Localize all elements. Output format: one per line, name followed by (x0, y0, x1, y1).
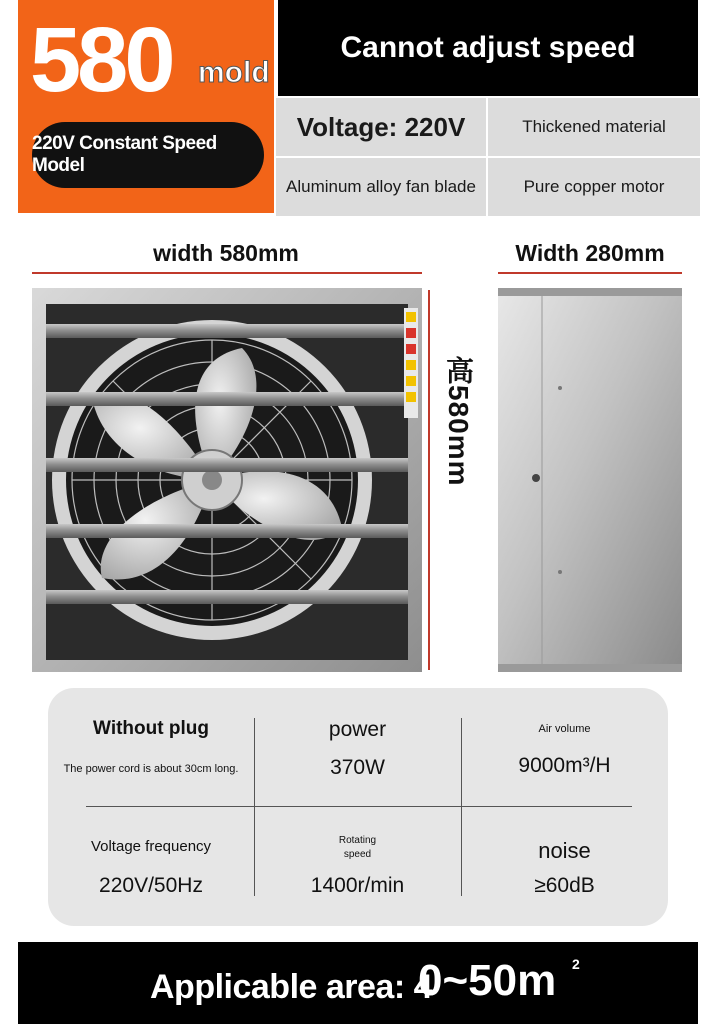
speed-value: 1400r/min (310, 874, 405, 897)
fan-side-image (498, 288, 682, 672)
air-volume-value: 9000m³/H (518, 754, 611, 777)
model-panel (18, 0, 274, 213)
model-pill: 220V Constant Speed Model (32, 122, 264, 188)
headline: Cannot adjust speed (278, 0, 698, 96)
divider-v1 (254, 718, 255, 896)
model-suffix: mold (198, 56, 270, 89)
feature-material: Thickened material (488, 98, 700, 156)
width-dimension-line (32, 272, 422, 274)
height-dimension-line (428, 290, 430, 670)
feature-grid (276, 98, 698, 214)
feature-blade: Aluminum alloy fan blade (276, 158, 486, 216)
feature-motor: Pure copper motor (488, 158, 700, 216)
power-value: 370W (330, 756, 385, 779)
depth-dimension-line (498, 272, 682, 274)
width-label: width 580mm (153, 240, 299, 266)
voltage-value: 220V/50Hz (99, 874, 203, 897)
model-number: 580 (30, 9, 172, 111)
speed-label-2: speed (343, 849, 372, 860)
height-label-wrap (432, 290, 484, 670)
noise-value: ≥60dB (534, 874, 595, 897)
feature-voltage: Voltage: 220V (276, 98, 486, 156)
plug-title: Without plug (93, 718, 209, 739)
voltage-label: Voltage frequency (90, 838, 212, 855)
area-label: Applicable area: 4 (150, 968, 433, 1006)
area-superscript: 2 (572, 956, 580, 972)
air-volume-label: Air volume (538, 723, 591, 735)
depth-label: Width 280mm (515, 240, 665, 266)
spec-panel (48, 688, 668, 926)
noise-label: noise (538, 838, 591, 863)
footer-bar (18, 942, 698, 1024)
speed-label-1: Rotating (338, 835, 377, 846)
plug-note: The power cord is about 30cm long. (63, 763, 239, 775)
spec-table (48, 688, 668, 926)
power-label: power (328, 718, 387, 741)
fan-front-image (32, 288, 422, 672)
height-label: 高580mm (443, 356, 474, 487)
divider-h (86, 806, 632, 807)
area-value: 0~50m (418, 956, 557, 1005)
divider-v2 (461, 718, 462, 896)
